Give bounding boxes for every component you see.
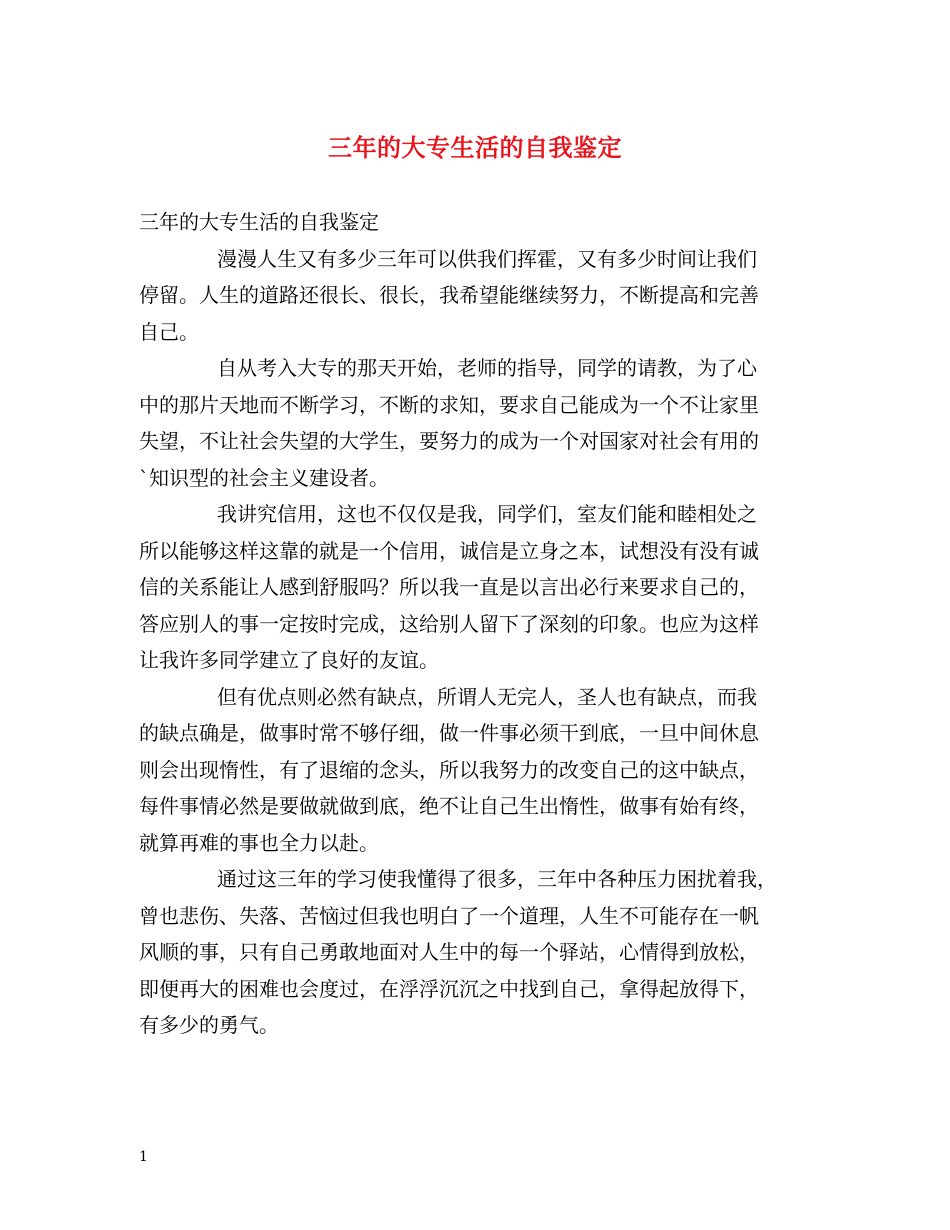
paragraph-line: 风顺的事，只有自己勇敢地面对人生中的每一个驿站，心情得到放松，	[139, 940, 759, 964]
paragraph-line: 即便再大的困难也会度过，在浮浮沉沉之中找到自己，拿得起放得下，	[139, 976, 759, 1001]
paragraph-line: 中的那片天地而不断学习，不断的求知，要求自己能成为一个不让家里	[139, 392, 759, 417]
body-paragraph	[139, 496, 825, 679]
paragraph-line: 通过这三年的学习使我懂得了很多，三年中各种压力困扰着我，	[217, 867, 777, 891]
page-number: 1	[139, 1149, 148, 1165]
paragraph-line: 但有优点则必然有缺点，所谓人无完人，圣人也有缺点，而我	[217, 684, 757, 709]
paragraph-line: 停留。人生的道路还很长、很长，我希望能继续努力，不断提高和完善	[139, 283, 759, 307]
paragraph-line: `知识型的社会主义建设者。	[139, 465, 389, 490]
body-paragraph	[139, 861, 825, 1044]
paragraph-line: 曾也悲伤、失落、苦恼过但我也明白了一个道理，人生不可能存在一帆	[139, 903, 759, 928]
paragraph-line: 有多少的勇气。	[139, 1013, 279, 1037]
paragraph-line: 失望，不让社会失望的大学生，要努力的成为一个对国家对社会有用的	[139, 429, 759, 453]
paragraph-line: 就算再难的事也全力以赴。	[139, 830, 379, 855]
paragraph-line: 让我许多同学建立了良好的友谊。	[139, 648, 439, 672]
paragraph-line: 自己。	[139, 319, 199, 344]
document-subheading: 三年的大专生活的自我鉴定	[139, 210, 379, 234]
paragraph-line: 则会出现惰性，有了退缩的念头，所以我努力的改变自己的这中缺点，	[139, 757, 759, 782]
document-body	[139, 204, 825, 1044]
body-paragraph	[139, 241, 825, 351]
paragraph-list	[139, 241, 825, 1044]
paragraph-line: 答应别人的事一定按时完成，这给别人留下了深刻的印象。也应为这样	[139, 611, 759, 636]
paragraph-line: 的缺点确是，做事时常不够仔细，做一件事必须干到底，一旦中间休息	[139, 721, 759, 745]
document-title: 三年的大专生活的自我鉴定	[328, 133, 622, 162]
paragraph-line: 信的关系能让人感到舒服吗？所以我一直是以言出必行来要求自己的，	[139, 575, 759, 599]
paragraph-line: 漫漫人生又有多少三年可以供我们挥霍，又有多少时间让我们	[217, 246, 757, 271]
paragraph-line: 我讲究信用，这也不仅仅是我，同学们，室友们能和睦相处之	[217, 502, 757, 526]
body-paragraph	[139, 350, 825, 496]
paragraph-line: 自从考入大专的那天开始，老师的指导，同学的请教，为了心	[217, 356, 757, 380]
paragraph-line: 所以能够这样这靠的就是一个信用，诚信是立身之本，试想没有没有诚	[139, 538, 759, 563]
body-paragraph	[139, 679, 825, 862]
paragraph-line: 每件事情必然是要做就做到底，绝不让自己生出惰性，做事有始有终，	[139, 794, 759, 818]
